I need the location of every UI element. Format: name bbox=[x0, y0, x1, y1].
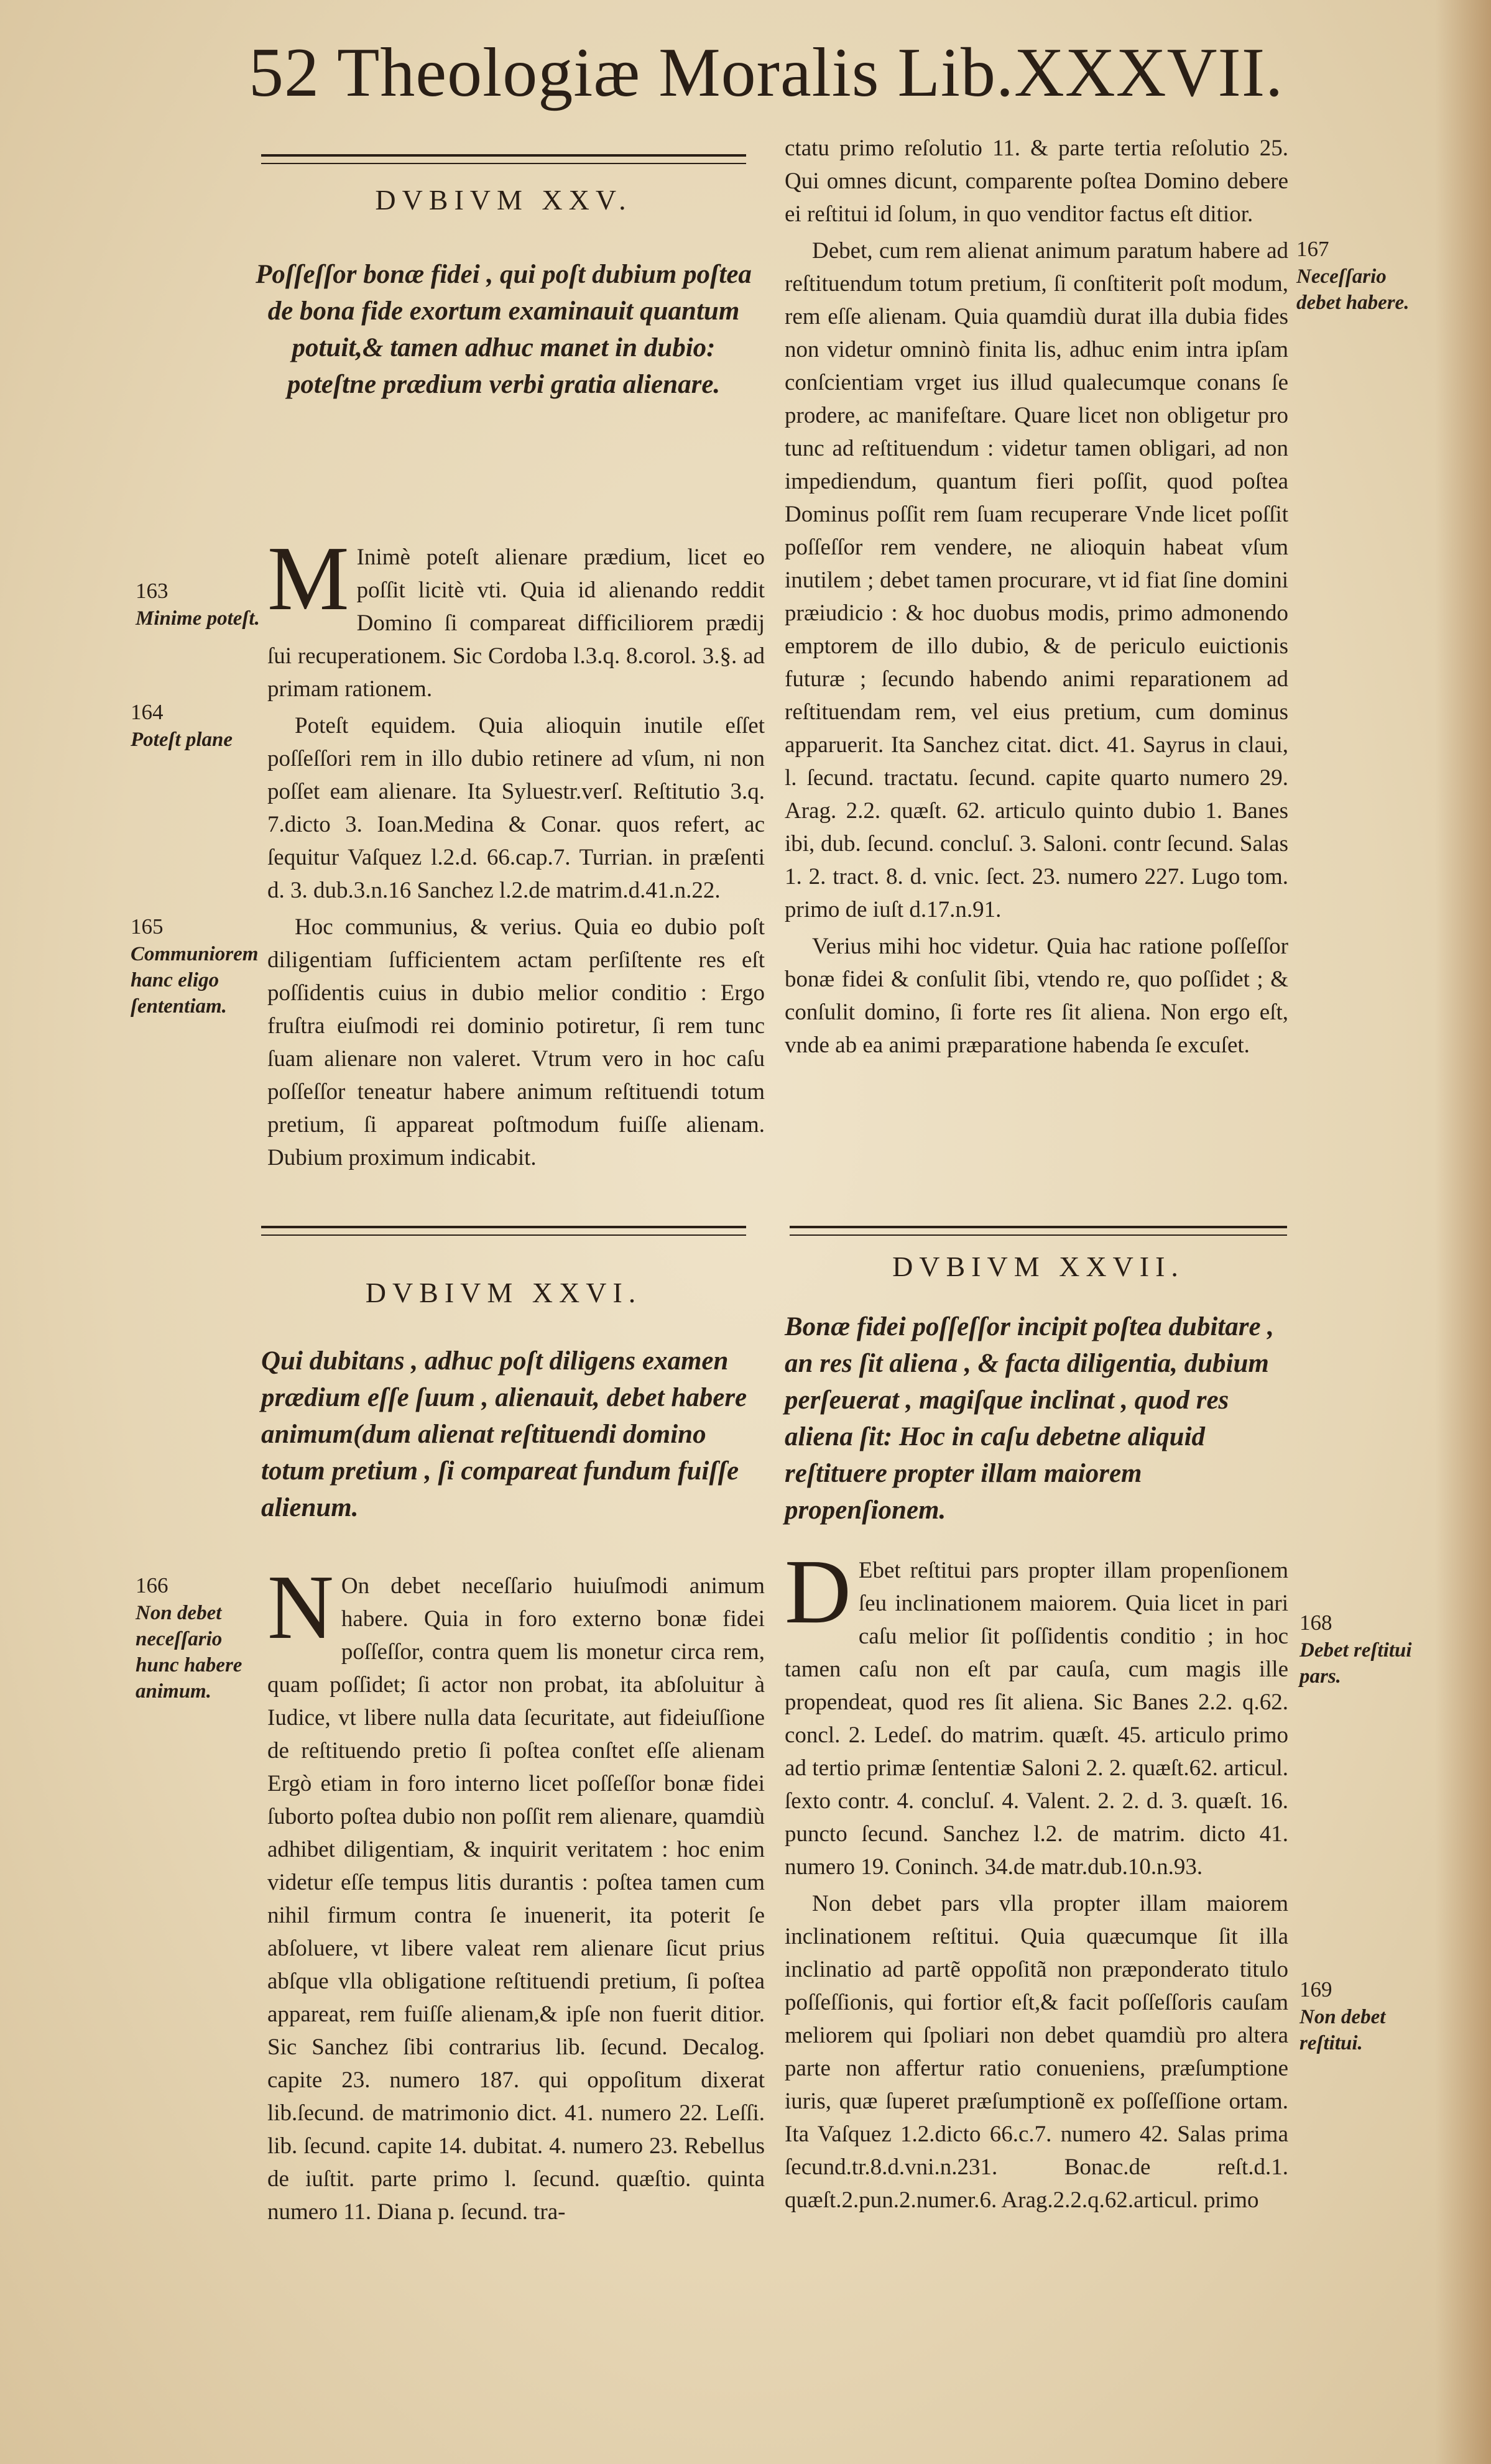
margin-note-166: 166 Non debet neceſſario hunc habere animum. bbox=[136, 1573, 242, 1703]
dubium-25-title: DVBIVM XXV. bbox=[375, 184, 632, 216]
dubium-27-title: DVBIVM XXVII. bbox=[892, 1251, 1184, 1282]
margin-note-163: 163 Minime poteſt. bbox=[136, 579, 260, 630]
section-rule bbox=[261, 154, 746, 164]
margin-note-165: 165 Communiorem hanc eligo ſententiam. bbox=[131, 914, 259, 1018]
paragraph: M Inimè poteſt alienare prædium, licet eo poſſit licitè vti. Quia id alienando reddit Domino ſi compareat difficiliorem prædij ſui recuperationem. Sic Cordoba l.3.q. 8.corol. 3.§. ad primam rationem. bbox=[267, 528, 765, 702]
paragraph: Poteſt equidem. Quia alioquin inutile eſſet poſſeſſori rem in illo dubio retinere ad vſum, ni non poſſet eam alienare. Ita Syluestr.verſ. Reſtitutio 3.q. 7.dicto 3. Ioan.Medina & Conar. quos refert, ac ſequitur Vaſquez l.2.d. 66.cap.7. Turrian. in præſenti d. 3. dub.3.n.16 Sanchez l.2.de matrim.d.41.n.22. bbox=[267, 713, 765, 903]
right-column-body bbox=[785, 132, 1288, 1065]
running-title: Theologiæ Moralis Lib.XXXVII. bbox=[337, 34, 1284, 111]
running-header bbox=[249, 32, 1306, 119]
drop-cap: M bbox=[267, 528, 349, 630]
dubium-25-question: Poſſeſſor bonæ fidei , qui poſt dubium poſtea de bona fide exortum examinauit quantum potuit,& tamen adhuc manet in dubio: poteſtne prædium verbi gratia alienare. bbox=[256, 260, 752, 399]
dubium-26-title: DVBIVM XXVI. bbox=[365, 1277, 642, 1308]
paragraph: Debet, cum rem alienat animum paratum habere ad reſtituendum totum pretium, ſi conſtiterit poſt modum, rem eſſe alienam. Quia quamdiù durat illa dubia fides non videtur omninò finita lis, adhuc enim intra ipſam conſcientiam vrget ius illud qualecumque conans ſe prodere, ac manifeſtare. Quare licet non obligetur pro tunc ad reſtituendum : videtur tamen obligari, ad non impediendum, quantum fieri poſſit, quod poſtea Dominus poſſit rem ſuam recuperare Vnde licet poſſit poſſeſſor rem vendere, ne alioquin habeat vſum inutilem ; debet tamen procurare, vt id fiat ſine domini præiudicio : & hoc duobus modis, primo admonendo emptorem de illo dubio, & de periculo euictionis futuræ ; ſecundo habendo animi reparationem ad reſtituendam rem, vel eius pretium, cum dominus apparuerit. Ita Sanchez citat. dict. 41. Sayrus in claui, l. ſecund. tractatu. ſecund. capite quarto numero 29. Arag. 2.2. quæſt. 62. articulo quinto dubio 1. Banes ibi, dub. ſecund. concluſ. 3. Saloni. contr ſecund. Salas 1. 2. tract. 8. d. vnic. ſect. 23. numero 227. Lugo tom. primo de iuſt d.17.n.91. bbox=[785, 238, 1288, 922]
paragraph: Verius mihi hoc videtur. Quia hac ratione poſſeſſor bonæ fidei & conſulit ſibi, vtendo re, quo poſſidet ; & conſulit domino, ſi forte res ſit aliena. Non ergo eſt, vnde ab ea animi præparatione habenda ſe excuſet. bbox=[785, 934, 1288, 1058]
drop-cap: D bbox=[785, 1541, 851, 1643]
paragraph: ctatu primo reſolutio 11. & parte tertia reſolutio 25. Qui omnes dicunt, comparente poſtea Domino debere ei reſtitui id ſolum, in quo venditor factus eſt ditior. bbox=[785, 136, 1288, 227]
section-rule bbox=[261, 1226, 746, 1236]
page-number: 52 bbox=[249, 34, 320, 111]
dubium-25-body bbox=[267, 528, 765, 1178]
margin-note-168: 168 Debet reſtitui pars. bbox=[1299, 1611, 1412, 1688]
margin-note-169: 169 Non debet reſtitui. bbox=[1299, 1977, 1386, 2054]
dubium-26-body bbox=[267, 1556, 765, 2232]
dubium-26-question: Qui dubitans , adhuc poſt diligens examen prædium eſſe ſuum , alienauit, debet habere animum(dum alienat reſtituendi domino totum pretium , ſi compareat fundum fuiſſe alienum. bbox=[261, 1346, 747, 1522]
section-rule bbox=[790, 1226, 1287, 1236]
paragraph: Non debet pars vlla propter illam maiorem inclinationem reſtitui. Quia quæcumque ſit illa inclinatio ad partẽ oppoſitã non præponderato titulo poſſeſſionis, qui fortior eſt,& facit poſſeſſoris cauſam meliorem qui ſpoliari non debet quamdiù pro altera parte non affertur ratio conueniens, præſumptione iuris, quæ ſuperet præſumptionẽ ex poſſeſſione ortam. Ita Vaſquez 1.2.dicto 66.c.7. numero 42. Salas prima ſecund.tr.8.d.vni.n.231. Bonac.de reſt.d.1. quæſt.2.pun.2.numer.6. Arag.2.2.q.62.articul. primo bbox=[785, 1891, 1288, 2213]
page-edge-shadow bbox=[1435, 0, 1491, 2464]
paragraph: N On debet neceſſario huiuſmodi animum habere. Quia in foro externo bonæ fidei poſſeſſor, contra quem lis monetur circa rem, quam poſſidet; ſi actor non probat, ita abſoluitur à Iudice, vt libere nulla data ſecuritate, aut fideiuſſione de reſtituendo pretio ſi poſtea conſtet eſſe alienam Ergò etiam in foro interno licet poſſeſſor bonæ fidei ſuborto poſtea dubio non poſſit rem alienare, quamdiù adhibet diligentiam, & inquirit veritatem : hoc enim videtur eſſe tempus litis durantis : poſtea tamen cum nihil firmum contra ſe inuenerit, ita poterit ſe abſoluere, vt libere valeat rem alienare ſicut prius abſque vlla obligatione reſtituendi pretium, ſi poſtea appareat, rem fuiſſe alienam,& ipſe non fuerit ditior. Sic Sanchez ſibi contrarius lib. ſecund. Decalog. capite 23. numero 187. qui oppoſitum dixerat lib.ſecund. de matrimonio dict. 41. numero 22. Leſſi. lib. ſecund. capite 14. dubitat. 4. numero 23. Rebellus de iuſtit. parte primo l. ſecund. quæſtio. quinta numero 11. Diana p. ſecund. tra- bbox=[267, 1556, 765, 2225]
margin-note-167: 167 Neceſſario debet habere. bbox=[1296, 237, 1410, 314]
dubium-27-body bbox=[785, 1541, 1288, 2220]
drop-cap: N bbox=[267, 1556, 334, 1658]
dubium-27-question: Bonæ fidei poſſeſſor incipit poſtea dubitare , an res ſit aliena , & facta diligentia, dubium perſeuerat , magiſque inclinat , quod res aliena ſit: Hoc in caſu debetne aliquid reſtituere propter illam maiorem propenſionem. bbox=[785, 1312, 1275, 1525]
paragraph: Hoc communius, & verius. Quia eo dubio poſt diligentiam ſufficientem actam perſiſtente res eſt poſſidentis cuius in dubio melior conditio : Ergo fruſtra eiuſmodi rei dominio potiretur, ſi rem tunc ſuam alienare non valeret. Vtrum vero in hoc caſu poſſeſſor teneatur habere animum reſtituendi totum pretium, ſi appareat poſtmodum fuiſſe alienam. Dubium proximum indicabit. bbox=[267, 914, 765, 1170]
margin-note-164: 164 Poteſt plane bbox=[131, 700, 233, 751]
paragraph: D Ebet reſtitui pars propter illam propenſionem ſeu inclinationem maiorem. Quia licet in pari caſu melior ſit poſſidentis conditio ; in hoc tamen caſu non eſt par cauſa, cum magis ille propendeat, quod res ſit aliena. Sic Banes 2.2. q.62. concl. 2. Ledeſ. do matrim. quæſt. 45. articulo primo ad tertio primæ ſententiæ Saloni 2. 2. quæſt.62. articul. ſexto contr. 4. concluſ. 4. Valent. 2. 2. d. 3. quæſt. 16. puncto ſecund. Sanchez l.2. de matrim. dicto 41. numero 19. Coninch. 34.de matr.dub.10.n.93. bbox=[785, 1541, 1288, 1880]
